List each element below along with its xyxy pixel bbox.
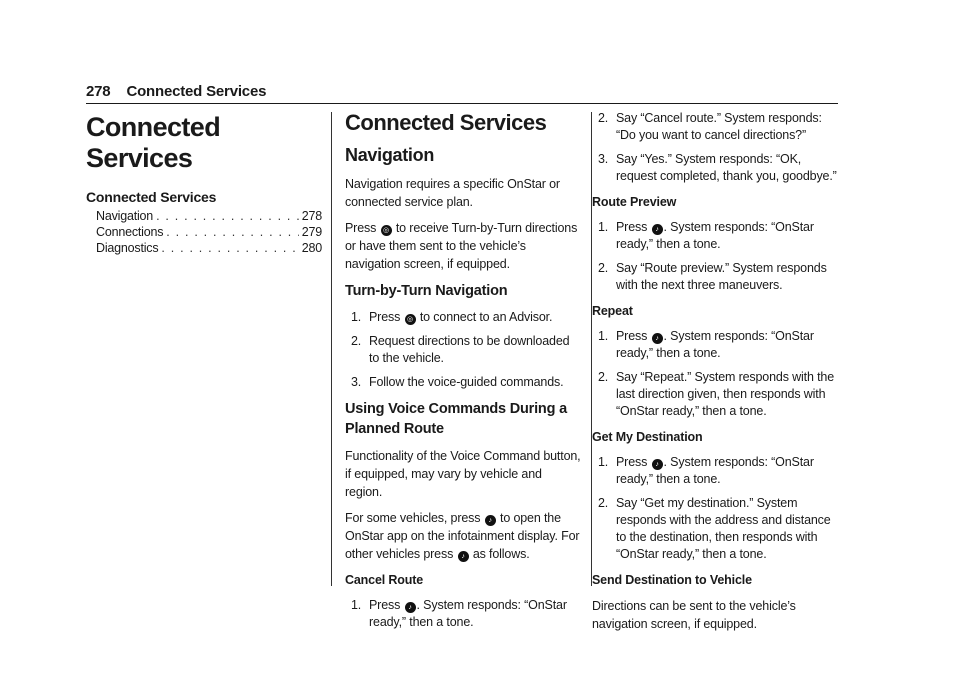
toc-entry-label: Navigation — [96, 209, 154, 223]
list-item — [345, 309, 581, 326]
step-list — [345, 597, 581, 631]
running-head: Connected Services — [126, 83, 267, 100]
step-number: 2. — [598, 370, 609, 384]
text-run: . System responds: “OnStar ready,” then a tone. — [369, 598, 567, 629]
list-item — [592, 260, 842, 294]
toc-leader-dots — [161, 240, 298, 256]
list-item — [592, 369, 842, 420]
paragraph: Navigation requires a specific OnStar or connected service plan. — [345, 177, 560, 209]
toc-entry[interactable] — [86, 208, 322, 224]
list-item — [592, 219, 842, 253]
paragraph: Directions can be sent to the vehicle’s navigation screen, if equipped. — [592, 599, 796, 631]
paragraph: Functionality of the Voice Command button, if equipped, may vary by vehicle and region. — [345, 449, 581, 499]
step-number: 3. — [351, 375, 362, 389]
body-column-3 — [592, 110, 842, 641]
procedure-heading: Get My Destination — [592, 430, 703, 444]
toc-leader-dots — [156, 208, 299, 224]
step-number: 2. — [598, 261, 609, 275]
procedure-heading: Route Preview — [592, 195, 677, 209]
list-item — [592, 151, 842, 185]
topic-heading: Using Voice Commands During a Planned Route — [345, 401, 567, 437]
list-item — [345, 374, 581, 391]
paragraph — [345, 219, 581, 273]
subsection-title: Navigation — [345, 145, 435, 165]
step-number: 1. — [351, 310, 362, 324]
text-run: . System responds: “OnStar ready,” then a tone. — [616, 329, 814, 360]
topic-heading: Turn-by-Turn Navigation — [345, 283, 508, 299]
voice-command-icon: ♪ — [652, 224, 663, 235]
toc-entry[interactable] — [86, 240, 322, 256]
step-number: 2. — [351, 334, 362, 348]
page-header — [86, 83, 838, 104]
list-item — [592, 495, 842, 563]
text-run: Press — [345, 221, 380, 235]
voice-command-icon: ♪ — [652, 333, 663, 344]
text-run: Say “Yes.” System responds: “OK, request completed, thank you, goodbye.” — [616, 152, 837, 183]
step-number: 1. — [598, 329, 609, 343]
onstar-button-icon: ◎ — [405, 314, 416, 325]
list-item — [592, 110, 842, 144]
text-run: to receive Turn-by-Turn directions or have them sent to the vehicle’s navigation screen, if equipped. — [345, 221, 578, 271]
text-run: . System responds: “OnStar ready,” then a tone. — [616, 455, 814, 486]
text-run: Press — [369, 310, 404, 324]
text-run: . System responds: “OnStar ready,” then a tone. — [616, 220, 814, 251]
step-number: 3. — [598, 152, 609, 166]
procedure-heading: Cancel Route — [345, 573, 424, 587]
toc-entry-label: Connections — [96, 225, 164, 239]
text-run: Request directions to be downloaded to the vehicle. — [369, 334, 570, 365]
text-run: Say “Get my destination.” System responds with the address and distance to the destination, then responds with “OnStar ready,” then a tone. — [616, 496, 831, 561]
step-number: 2. — [598, 111, 609, 125]
procedure-heading: Repeat — [592, 304, 633, 318]
list-item — [345, 597, 581, 631]
toc-section-heading: Connected Services — [86, 189, 217, 205]
step-number: 1. — [598, 455, 609, 469]
step-list — [345, 309, 581, 391]
voice-command-icon: ♪ — [485, 515, 496, 526]
text-run: Follow the voice-guided commands. — [369, 375, 564, 389]
step-list — [592, 219, 842, 294]
text-run: Say “Route preview.” System responds with the next three maneuvers. — [616, 261, 827, 292]
step-number: 1. — [351, 598, 362, 612]
list-item — [345, 333, 581, 367]
toc-entry-page: 280 — [301, 241, 322, 255]
text-run: Press — [616, 455, 651, 469]
text-run: Press — [369, 598, 404, 612]
step-list — [592, 110, 842, 185]
voice-command-icon: ♪ — [405, 602, 416, 613]
toc-entry-page: 279 — [301, 225, 322, 239]
body-column-2 — [345, 110, 581, 639]
page-number: 278 — [86, 83, 111, 100]
text-run: Say “Repeat.” System responds with the last direction given, then responds with “OnStar ready,” then a tone. — [616, 370, 835, 418]
list-item — [592, 454, 842, 488]
procedure-heading: Send Destination to Vehicle — [592, 573, 752, 587]
list-item — [592, 328, 842, 362]
column-divider — [331, 112, 332, 586]
step-list — [592, 454, 842, 563]
text-run: to open the OnStar app on the infotainment display. For other vehicles press — [345, 511, 580, 561]
text-run: Press — [616, 329, 651, 343]
text-run: as follows. — [469, 547, 530, 561]
text-run: For some vehicles, press — [345, 511, 484, 525]
paragraph — [345, 509, 581, 563]
step-number: 2. — [598, 496, 609, 510]
voice-command-icon: ♪ — [458, 551, 469, 562]
step-list — [592, 328, 842, 420]
text-run: to connect to an Advisor. — [416, 310, 553, 324]
step-number: 1. — [598, 220, 609, 234]
section-title: Connected Services — [345, 110, 547, 135]
toc-entry[interactable] — [86, 224, 322, 240]
chapter-title: Connected Services — [86, 112, 221, 173]
text-run: Press — [616, 220, 651, 234]
toc-entry-page: 278 — [301, 209, 322, 223]
chapter-toc — [86, 110, 322, 256]
onstar-button-icon: ◎ — [381, 225, 392, 236]
voice-command-icon: ♪ — [652, 459, 663, 470]
text-run: Say “Cancel route.” System responds: “Do you want to cancel directions?” — [616, 111, 822, 142]
toc-leader-dots — [166, 224, 298, 240]
toc-entry-label: Diagnostics — [96, 241, 159, 255]
